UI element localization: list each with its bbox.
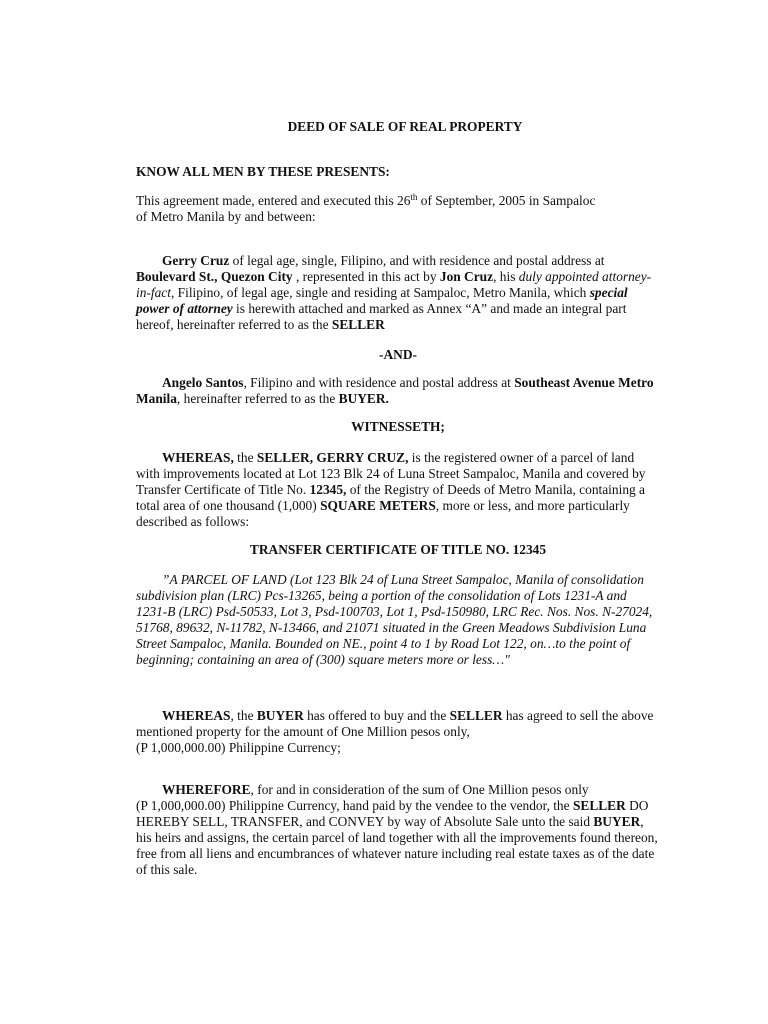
whereas2-text-2: has offered to buy and the: [303, 708, 450, 723]
whereas2-seller: SELLER: [449, 708, 503, 723]
whereas1-text-2: is the registered owner of a parcel of land with improvements located at Lot 123 Blk 24 of Luna Street Sampaloc, Manila and covered by Transfer Certificate of Title No.: [136, 450, 646, 497]
and-separator: -AND-: [379, 347, 417, 362]
buyer-text-1: , Filipino and with residence and postal address at: [243, 375, 515, 390]
seller-text-1: of legal age, single, Filipino, and with residence and postal address at: [229, 253, 605, 268]
intro-heading: KNOW ALL MEN BY THESE PRESENTS:: [136, 164, 390, 179]
seller-text-2: , represented in this act by: [292, 269, 440, 284]
whereas2-text-3: has agreed to sell the above mentioned property for the amount of One Million pesos only,: [136, 708, 654, 739]
seller-text-3: , his: [493, 269, 519, 284]
document-title: DEED OF SALE OF REAL PROPERTY: [287, 119, 523, 134]
intro-paragraph: [136, 193, 660, 225]
seller-agent: Jon Cruz: [439, 269, 494, 284]
whereas-first-paragraph: [136, 450, 660, 530]
whereas-second-paragraph: [136, 708, 660, 756]
special-power-of-attorney: special power of attorney: [136, 285, 628, 316]
whereas2-text-1: , the: [230, 708, 257, 723]
whereas1-tct-number: 12345,: [309, 482, 347, 497]
whereas-keyword: WHEREAS,: [162, 450, 234, 465]
intro-text-start: This agreement made, entered and executed this 26: [136, 193, 411, 208]
witnesseth-heading: WITNESSETH;: [351, 419, 445, 434]
buyer-text-2: , hereinafter referred to as the: [176, 391, 339, 406]
whereas1-text-3: of the Registry of Deeds of Metro Manila, containing a total area of one thousand (1,000): [136, 482, 645, 513]
whereas1-text-1: the: [233, 450, 257, 465]
seller-address: Boulevard St., Quezon City: [136, 269, 293, 284]
wherefore-text-1: , for and in consideration of the sum of One Million pesos only: [250, 782, 589, 797]
property-description-quote: ”A PARCEL OF LAND (Lot 123 Blk 24 of Luna Street Sampaloc, Manila of consolidation subdivision plan (LRC) Pcs-13265, being a portion of the consolidation of Lots 1231-A and 1231-B (LRC) Psd-50533, Lot 3, Psd-100703, Lot 1, Psd-150980, LRC Rec. Nos. Nos. N-27024, 51768, 89632, N-11782, N-13466, and 21071 situated in the Green Meadows Subdivision Luna Street Sampaloc, Manila. Bounded on NE., point 4 to 1 by Road Lot 122, on…to the point of beginning; containing an area of (300) square meters more or less…": [136, 572, 653, 667]
seller-text-5: is herewith attached and marked as Annex “A” and made an integral part hereof, hereinafter referred to as the: [136, 301, 627, 332]
buyer-name: Angelo Santos: [162, 375, 244, 390]
wherefore-text-2: (P 1,000,000.00) Philippine Currency, hand paid by the vendee to the vendor, the: [136, 798, 570, 813]
wherefore-paragraph: [136, 782, 660, 878]
seller-paragraph: [136, 253, 660, 333]
whereas2-keyword: WHEREAS: [162, 708, 231, 723]
wherefore-text-3: DO HEREBY SELL, TRANSFER, and CONVEY by way of Absolute Sale unto the said: [136, 798, 649, 829]
wherefore-keyword: WHEREFORE: [162, 782, 251, 797]
attorney-in-fact: duly appointed attorney-in-fact: [136, 269, 652, 300]
wherefore-buyer: BUYER: [593, 814, 641, 829]
buyer-role: BUYER.: [338, 391, 389, 406]
buyer-address: Southeast Avenue Metro Manila: [136, 375, 654, 406]
intro-superscript: th: [410, 192, 418, 202]
buyer-paragraph: [136, 375, 660, 407]
seller-text-4: , Filipino, of legal age, single and residing at Sampaloc, Metro Manila, which: [170, 285, 590, 300]
tct-heading: TRANSFER CERTIFICATE OF TITLE NO. 12345: [249, 542, 547, 557]
whereas1-square-meters: SQUARE METERS: [320, 498, 436, 513]
wherefore-text-4: , his heirs and assigns, the certain parcel of land together with all the improvements found thereon, free from all liens and encumbrances of whatever nature including real estate taxes as of the date of this sale.: [136, 814, 658, 877]
seller-name: Gerry Cruz: [162, 253, 230, 268]
whereas1-seller: SELLER, GERRY CRUZ,: [256, 450, 409, 465]
whereas2-buyer: BUYER: [256, 708, 304, 723]
whereas1-text-4: , more or less, and more particularly described as follows:: [136, 498, 630, 529]
intro-text-line2: of Metro Manila by and between:: [136, 209, 316, 224]
wherefore-seller: SELLER: [572, 798, 626, 813]
intro-text-end: of September, 2005 in Sampaloc: [417, 193, 596, 208]
whereas2-text-4: (P 1,000,000.00) Philippine Currency;: [136, 740, 341, 755]
seller-role: SELLER: [331, 317, 385, 332]
